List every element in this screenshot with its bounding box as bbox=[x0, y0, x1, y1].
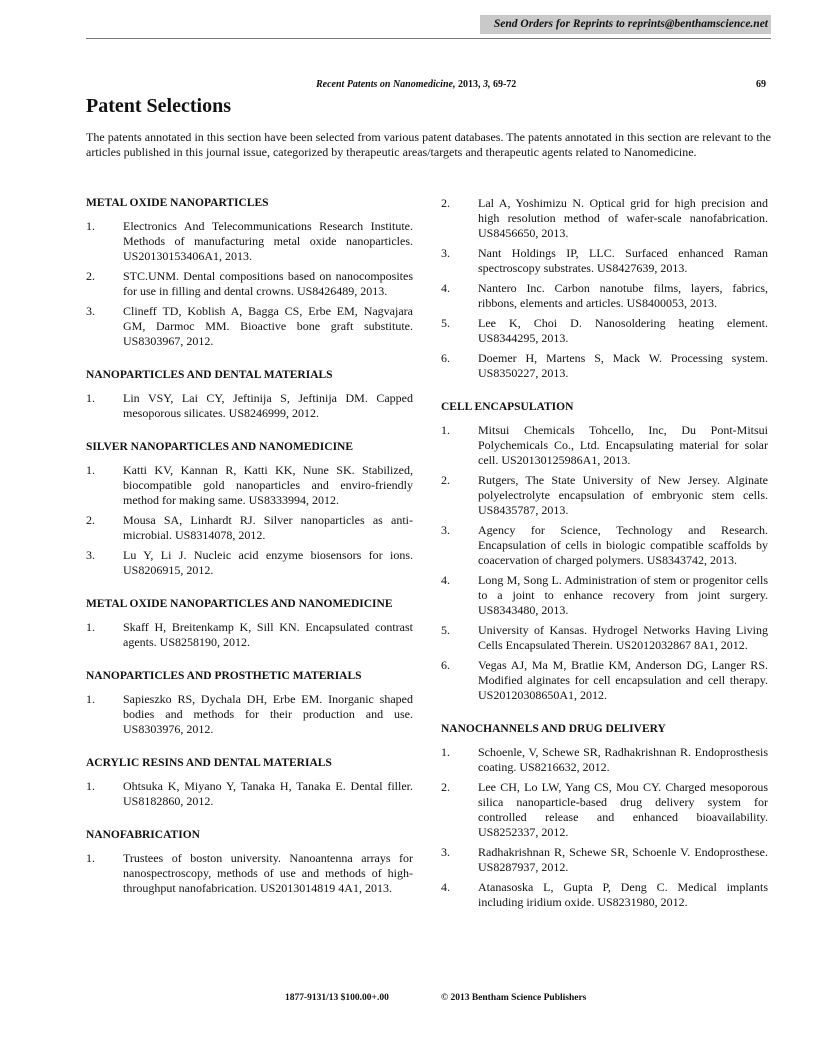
entry-text: Lu Y, Li J. Nucleic acid enzyme biosensors for ions. US8206915, 2012. bbox=[123, 548, 413, 577]
entry-text: Skaff H, Breitenkamp K, Sill KN. Encapsulated contrast agents. US8258190, 2012. bbox=[123, 620, 413, 649]
entry-text: Ohtsuka K, Miyano Y, Tanaka H, Tanaka E. Dental filler. US8182860, 2012. bbox=[123, 779, 413, 808]
entry-text: Sapieszko RS, Dychala DH, Erbe EM. Inorganic shaped bodies and methods for their production and use. US8303976, 2012. bbox=[123, 692, 413, 736]
patent-entry bbox=[86, 779, 413, 809]
patent-entry bbox=[441, 196, 768, 241]
patent-entry bbox=[441, 745, 768, 775]
patent-entry bbox=[86, 692, 413, 737]
entry-number: 3. bbox=[86, 548, 95, 562]
section-title: NANOPARTICLES AND PROSTHETIC MATERIALS bbox=[86, 670, 362, 682]
entry-text: Lee K, Choi D. Nanosoldering heating element. US8344295, 2013. bbox=[478, 316, 768, 345]
entry-number: 3. bbox=[441, 845, 450, 859]
entry-number: 1. bbox=[86, 779, 95, 793]
section-title: SILVER NANOPARTICLES AND NANOMEDICINE bbox=[86, 441, 354, 453]
entry-number: 4. bbox=[441, 880, 450, 894]
footer-issn: 1877-9131/13 $100.00+.00 bbox=[285, 993, 389, 1003]
patent-entry bbox=[86, 851, 413, 896]
section-title: METAL OXIDE NANOPARTICLES bbox=[86, 197, 269, 209]
intro-paragraph: The patents annotated in this section have been selected from various patent databases. The patents annotated in this section are relevant to the articles published in this journal issue, categorized by therapeutic areas/targets and therapeutic agents related to Nanomedicine. bbox=[86, 130, 771, 159]
journal-pages: 69-72 bbox=[492, 79, 517, 90]
entry-number: 2. bbox=[441, 473, 450, 487]
entry-text: Nant Holdings IP, LLC. Surfaced enhanced Raman spectroscopy substrates. US8427639, 2013. bbox=[478, 246, 768, 275]
entry-text: Mousa SA, Linhardt RJ. Silver nanoparticles as anti-microbial. US8314078, 2012. bbox=[123, 513, 413, 542]
entry-number: 4. bbox=[441, 573, 450, 587]
patent-section bbox=[441, 196, 768, 381]
entry-text: Agency for Science, Technology and Research. Encapsulation of cells in biologic compatible scaffolds by coacervation of charged polymers. US8343742, 2013. bbox=[478, 523, 768, 567]
section-title: NANOCHANNELS AND DRUG DELIVERY bbox=[441, 723, 666, 735]
patent-section bbox=[86, 828, 413, 896]
patent-entry bbox=[86, 620, 413, 650]
entry-text: Schoenle, V, Schewe SR, Radhakrishnan R. Endoprosthesis coating. US8216632, 2012. bbox=[478, 745, 768, 774]
entry-text: Radhakrishnan R, Schewe SR, Schoenle V. Endoprosthese. US8287937, 2012. bbox=[478, 845, 768, 874]
patent-section bbox=[86, 669, 413, 737]
journal-year: 2013, bbox=[457, 79, 481, 90]
left-column bbox=[86, 196, 413, 915]
entry-text: Trustees of boston university. Nanoantenna arrays for nanospectroscopy, methods of use and methods of high-throughput nanofabrication. US2013014819 4A1, 2013. bbox=[123, 851, 413, 895]
entry-number: 2. bbox=[86, 269, 95, 283]
entry-text: Rutgers, The State University of New Jersey. Alginate polyelectrolyte encapsulation of embryonic stem cells. US8435787, 2013. bbox=[478, 473, 768, 517]
patent-entry bbox=[441, 573, 768, 618]
section-title: NANOPARTICLES AND DENTAL MATERIALS bbox=[86, 369, 333, 381]
patent-entry bbox=[441, 523, 768, 568]
entry-number: 3. bbox=[441, 523, 450, 537]
patent-entry bbox=[441, 281, 768, 311]
entry-number: 1. bbox=[86, 851, 95, 865]
entry-number: 2. bbox=[441, 196, 450, 210]
entry-text: Katti KV, Kannan R, Katti KK, Nune SK. Stabilized, biocompatible gold nanoparticles and enviro-friendly method for making same. US8333994, 2012. bbox=[123, 463, 413, 507]
entry-number: 1. bbox=[86, 692, 95, 706]
entry-text: Lee CH, Lo LW, Yang CS, Mou CY. Charged mesoporous silica nanoparticle-based drug delivery system for controlled release and enhanced bioavailability. US8252337, 2012. bbox=[478, 780, 768, 839]
entry-number: 3. bbox=[441, 246, 450, 260]
entry-number: 6. bbox=[441, 351, 450, 365]
patent-entry bbox=[86, 391, 413, 421]
entry-number: 1. bbox=[86, 391, 95, 405]
patent-entry bbox=[86, 304, 413, 349]
patent-section bbox=[86, 756, 413, 809]
patent-section bbox=[86, 196, 413, 349]
entry-text: Atanasoska L, Gupta P, Deng C. Medical implants including iridium oxide. US8231980, 2012. bbox=[478, 880, 768, 909]
page-number: 69 bbox=[756, 79, 766, 90]
entry-number: 6. bbox=[441, 658, 450, 672]
entry-number: 4. bbox=[441, 281, 450, 295]
patent-section bbox=[441, 400, 768, 703]
entry-text: Long M, Song L. Administration of stem or progenitor cells to a joint to enhance recovery from joint surgery. US8343480, 2013. bbox=[478, 573, 768, 617]
journal-citation bbox=[316, 79, 516, 90]
entry-text: Lin VSY, Lai CY, Jeftinija S, Jeftinija DM. Capped mesoporous silicates. US8246999, 2012. bbox=[123, 391, 413, 420]
patent-section bbox=[86, 597, 413, 650]
entry-text: University of Kansas. Hydrogel Networks Having Living Cells Encapsulated Therein. US2012032867 8A1, 2012. bbox=[478, 623, 768, 652]
entry-text: Vegas AJ, Ma M, Bratlie KM, Anderson DG, Langer RS. Modified alginates for cell encapsulation and cell therapy. US20120308650A1, 2012. bbox=[478, 658, 768, 702]
patent-entry bbox=[441, 246, 768, 276]
entry-text: STC.UNM. Dental compositions based on nanocomposites for use in filling and dental crowns. US8426489, 2013. bbox=[123, 269, 413, 298]
entry-text: Doemer H, Martens S, Mack W. Processing system. US8350227, 2013. bbox=[478, 351, 768, 380]
reprints-banner: Send Orders for Reprints to reprints@benthamscience.net bbox=[480, 15, 771, 34]
entry-number: 3. bbox=[86, 304, 95, 318]
entry-text: Nantero Inc. Carbon nanotube films, layers, fabrics, ribbons, elements and articles. US8400053, 2013. bbox=[478, 281, 768, 310]
patent-entry bbox=[86, 463, 413, 508]
section-title: NANOFABRICATION bbox=[86, 829, 200, 841]
patent-entry bbox=[441, 316, 768, 346]
patent-section bbox=[86, 440, 413, 578]
entry-number: 5. bbox=[441, 623, 450, 637]
patent-entry bbox=[86, 548, 413, 578]
entry-number: 1. bbox=[86, 219, 95, 233]
entry-text: Electronics And Telecommunications Research Institute. Methods of manufacturing metal oxide nanoparticles. US20130153406A1, 2013. bbox=[123, 219, 413, 263]
entry-text: Clineff TD, Koblish A, Bagga CS, Erbe EM, Nagvajara GM, Darmoc MM. Bioactive bone graft substitute. US8303967, 2012. bbox=[123, 304, 413, 348]
patent-entry bbox=[441, 623, 768, 653]
section-title: ACRYLIC RESINS AND DENTAL MATERIALS bbox=[86, 757, 332, 769]
patent-entry bbox=[441, 423, 768, 468]
patent-entry bbox=[441, 351, 768, 381]
entry-text: Mitsui Chemicals Tohcello, Inc, Du Pont-Mitsui Polychemicals Co., Ltd. Encapsulating material for solar cell. US20130125986A1, 2013. bbox=[478, 423, 768, 467]
entry-text: Lal A, Yoshimizu N. Optical grid for high precision and high resolution method of wafer-scale nanofabrication. US8456650, 2013. bbox=[478, 196, 768, 240]
entry-number: 5. bbox=[441, 316, 450, 330]
patent-entry bbox=[441, 658, 768, 703]
journal-volume: 3, bbox=[482, 79, 491, 90]
section-title: CELL ENCAPSULATION bbox=[441, 401, 574, 413]
right-column bbox=[441, 196, 768, 929]
patent-entry bbox=[441, 880, 768, 910]
patent-entry bbox=[86, 513, 413, 543]
entry-number: 2. bbox=[441, 780, 450, 794]
entry-number: 1. bbox=[86, 463, 95, 477]
entry-number: 1. bbox=[86, 620, 95, 634]
patent-entry bbox=[86, 269, 413, 299]
patent-section bbox=[441, 722, 768, 910]
header-rule bbox=[86, 38, 771, 39]
patent-entry bbox=[86, 219, 413, 264]
entry-number: 1. bbox=[441, 423, 450, 437]
patent-entry bbox=[441, 473, 768, 518]
patent-section bbox=[86, 368, 413, 421]
entry-number: 1. bbox=[441, 745, 450, 759]
page-title: Patent Selections bbox=[86, 95, 231, 117]
footer-copyright: © 2013 Bentham Science Publishers bbox=[441, 993, 587, 1003]
journal-name: Recent Patents on Nanomedicine, bbox=[316, 79, 456, 90]
patent-entry bbox=[441, 845, 768, 875]
entry-number: 2. bbox=[86, 513, 95, 527]
section-title: METAL OXIDE NANOPARTICLES AND NANOMEDICINE bbox=[86, 598, 393, 610]
patent-entry bbox=[441, 780, 768, 840]
